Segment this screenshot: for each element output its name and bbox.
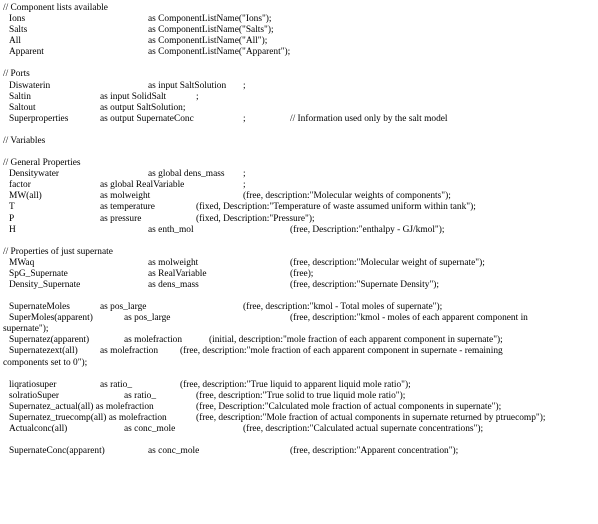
code-segment: SupernateMoles xyxy=(9,302,70,313)
code-segment: Saltout xyxy=(9,102,36,113)
code-segment: SuperMoles(apparent) xyxy=(9,313,93,324)
code-segment: // Information used only by the salt model xyxy=(290,113,448,124)
code-segment: (free, Description:"enthalpy - GJ/kmol"); xyxy=(290,224,445,235)
code-segment: Densitywater xyxy=(9,169,59,180)
code-segment: (free, description:"Supernate Density"); xyxy=(290,280,440,290)
code-segment: H xyxy=(9,224,16,235)
code-segment: as conc_mole xyxy=(124,424,176,435)
code-segment: Apparent xyxy=(9,47,44,58)
code-segment: Saltin xyxy=(9,91,31,102)
code-segment: as output SupernateConc xyxy=(100,113,194,124)
code-segment: as input SolidSalt xyxy=(100,91,167,102)
code-segment: (free, description:"kmol - moles of each apparent component in xyxy=(290,313,528,324)
code-segment: as global dens_mass xyxy=(148,169,225,180)
code-segment: liqratiosuper xyxy=(9,379,57,390)
code-segment: T xyxy=(9,202,15,213)
code-segment: ; xyxy=(243,169,246,180)
code-segment: (free, description:"kmol - Total moles of supernate"); xyxy=(243,302,443,313)
code-segment: // Variables xyxy=(3,135,46,146)
code-segment: (free, description:"True solid to true liquid mole ratio"); xyxy=(196,390,406,401)
code-segment: supernate"); xyxy=(3,324,49,335)
code-segment: as ComponentListName("All"); xyxy=(148,36,268,47)
code-segment: factor xyxy=(9,180,31,191)
code-segment: (free, description:"Mole fraction of actual components in supernate returned by ptruecomp"); xyxy=(196,412,546,423)
code-segment: MW(all) xyxy=(9,191,42,202)
code-segment: (free, description:"mole fraction of each apparent component in supernate - remaining xyxy=(180,346,503,357)
code-segment: as temperature xyxy=(100,202,155,213)
code-segment: ; xyxy=(196,91,199,102)
code-segment: (free); xyxy=(290,268,314,279)
code-segment: (free, Description:"Calculated mole fraction of actual components in supernate"); xyxy=(196,401,502,412)
code-segment: as ratio_ xyxy=(100,379,133,390)
code-segment: as input SaltSolution xyxy=(148,80,227,91)
code-segment: ; xyxy=(243,113,246,124)
code-segment: as global RealVariable xyxy=(100,180,185,191)
code-segment: as enth_mol xyxy=(148,224,194,235)
code-segment: // Ports xyxy=(3,69,30,80)
code-segment: MWaq xyxy=(9,257,35,268)
code-segment: (free, description:"Molecular weights of components"); xyxy=(243,191,451,202)
code-segment: as pressure xyxy=(100,213,142,224)
code-segment: (free, description:"True liquid to apparent liquid mole ratio"); xyxy=(180,379,411,390)
code-segment: (free, description:"Apparent concentration"); xyxy=(290,446,459,457)
code-segment: SpG_Supernate xyxy=(9,268,68,279)
code-segment: Salts xyxy=(9,25,28,36)
code-segment: as ComponentListName("Ions"); xyxy=(148,14,272,25)
code-segment: (fixed, Description:"Pressure"); xyxy=(196,213,315,224)
code-segment: Supernatezext(all) xyxy=(9,346,78,357)
code-segment: Superproperties xyxy=(9,113,69,124)
code-segment: SupernateConc(apparent) xyxy=(9,446,105,457)
code-segment: // Properties of just supernate xyxy=(3,246,113,257)
code-segment: as pos_large xyxy=(124,313,171,324)
code-segment: // General Properties xyxy=(3,158,81,169)
code-segment: Actualconc(all) xyxy=(9,424,68,435)
code-segment: as RealVariable xyxy=(148,268,207,279)
code-segment: Diswaterin xyxy=(9,80,51,91)
code-segment: Ions xyxy=(9,14,26,25)
code-segment: // Component lists available xyxy=(3,3,108,13)
code-segment: solratioSuper xyxy=(9,390,59,401)
code-segment: (free, description:"Molecular weight of supernate"); xyxy=(290,257,485,268)
code-segment: Density_Supernate xyxy=(9,280,81,290)
code-segment: as pos_large xyxy=(100,302,147,313)
code-segment: All xyxy=(9,36,21,47)
code-segment: as dens_mass xyxy=(148,280,199,290)
code-segment: as conc_mole xyxy=(148,446,200,457)
code-segment: components set to 0"); xyxy=(3,357,88,368)
code-segment: (fixed, Description:"Temperature of waste assumed uniform within tank"); xyxy=(196,202,476,213)
code-segment: (free, description:"Calculated actual supernate concentrations"); xyxy=(243,424,484,435)
code-segment: Supernatez_truecomp(all) as molefraction xyxy=(9,412,167,423)
code-segment: (initial, description:"mole fraction of each apparent component in supernate"); xyxy=(209,335,503,346)
code-segment: as molweight xyxy=(148,257,199,268)
code-segment: as ComponentListName("Apparent"); xyxy=(148,47,291,58)
code-segment: P xyxy=(9,213,15,224)
code-segment: as output SaltSolution; xyxy=(100,102,186,113)
code-segment: as ratio_ xyxy=(124,390,157,401)
code-segment: as ComponentListName("Salts"); xyxy=(148,25,274,36)
code-segment: as molweight xyxy=(100,191,151,202)
code-segment: ; xyxy=(243,180,246,191)
code-segment: Supernatez(apparent) xyxy=(9,335,90,346)
code-segment: ; xyxy=(243,80,246,91)
code-segment: as molefraction xyxy=(124,335,183,346)
code-segment: Supernatez_actual(all) as molefraction xyxy=(9,401,154,412)
code-segment: as molefraction xyxy=(100,346,159,357)
